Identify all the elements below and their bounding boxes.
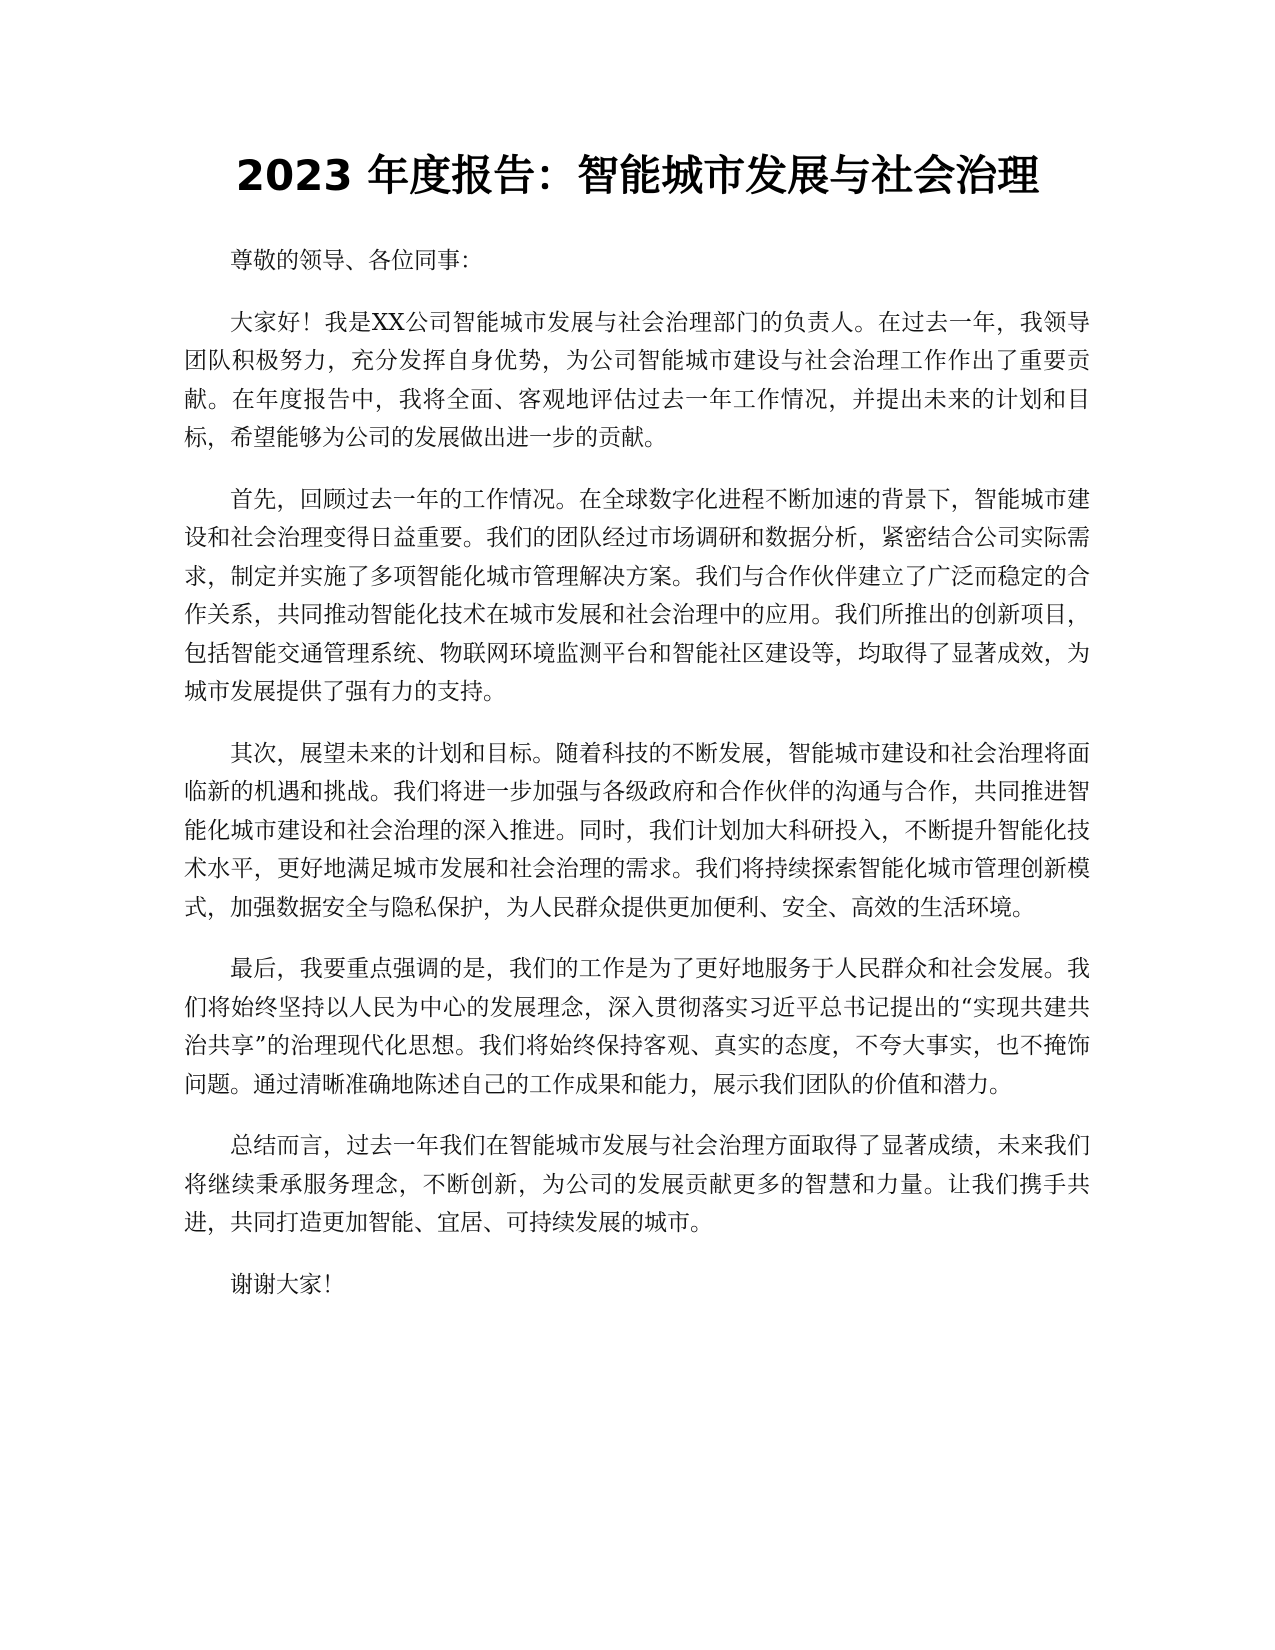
document-body [184, 242, 1090, 1327]
paragraph-intro: 大家好！我是XX公司智能城市发展与社会治理部门的负责人。在过去一年，我领导团队积极努力，充分发挥自身优势，为公司智能城市建设与社会治理工作作出了重要贡献。在年度报告中，我将全面、客观地评估过去一年工作情况，并提出未来的计划和目标，希望能够为公司的发展做出进一步的贡献。 [184, 309, 1090, 451]
document-title: 2023 年度报告：智能城市发展与社会治理 [235, 151, 1040, 200]
paragraph-outlook: 其次，展望未来的计划和目标。随着科技的不断发展，智能城市建设和社会治理将面临新的机遇和挑战。我们将进一步加强与各级政府和合作伙伴的沟通与合作，共同推进智能化城市建设和社会治理的深入推进。同时，我们计划加大科研投入，不断提升智能化技术水平，更好地满足城市发展和社会治理的需求。我们将持续探索智能化城市管理创新模式，加强数据安全与隐私保护，为人民群众提供更加便利、安全、高效的生活环境。 [184, 740, 1090, 921]
paragraph-summary: 总结而言，过去一年我们在智能城市发展与社会治理方面取得了显著成绩，未来我们将继续秉承服务理念，不断创新，为公司的发展贡献更多的智慧和力量。让我们携手共进，共同打造更加智能、宜居、可持续发展的城市。 [184, 1133, 1090, 1236]
greeting-line: 尊敬的领导、各位同事： [230, 248, 483, 274]
paragraph-review: 首先，回顾过去一年的工作情况。在全球数字化进程不断加速的背景下，智能城市建设和社会治理变得日益重要。我们的团队经过市场调研和数据分析，紧密结合公司实际需求，制定并实施了多项智能化城市管理解决方案。我们与合作伙伴建立了广泛而稳定的合作关系，共同推动智能化技术在城市发展和社会治理中的应用。我们所推出的创新项目，包括智能交通管理系统、物联网环境监测平台和智能社区建设等，均取得了显著成效，为城市发展提供了强有力的支持。 [184, 486, 1090, 705]
closing-line: 谢谢大家！ [230, 1271, 345, 1298]
paragraph-emphasis: 最后，我要重点强调的是，我们的工作是为了更好地服务于人民群众和社会发展。我们将始终坚持以人民为中心的发展理念，深入贯彻落实习近平总书记提出的“实现共建共治共享”的治理现代化思想。我们将始终保持客观、真实的态度，不夸大事实，也不掩饰问题。通过清晰准确地陈述自己的工作成果和能力，展示我们团队的价值和潜力。 [184, 956, 1090, 1098]
